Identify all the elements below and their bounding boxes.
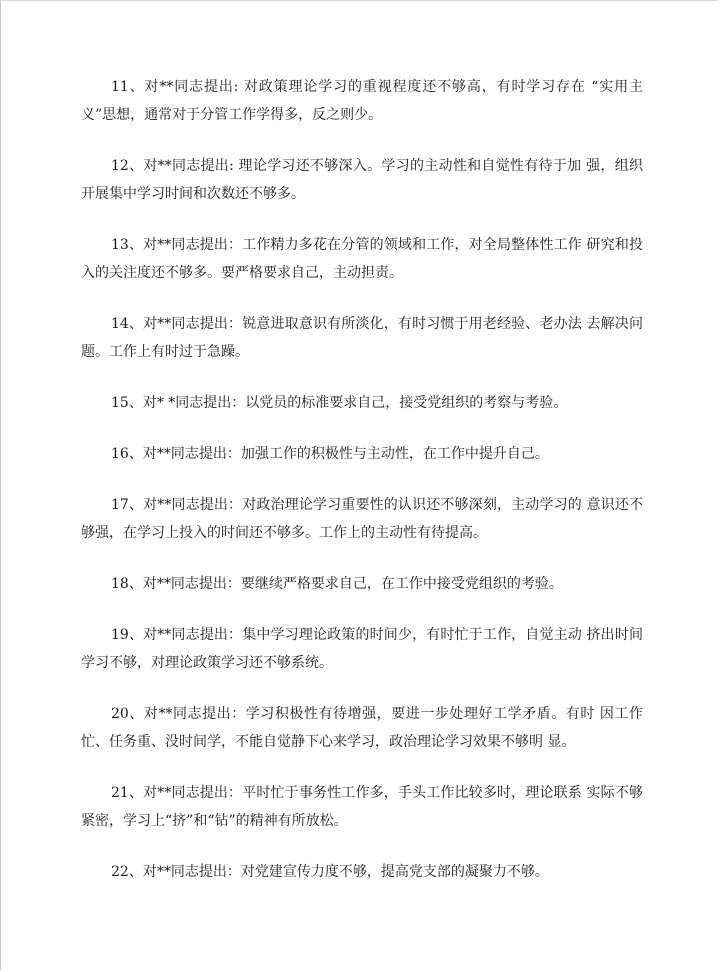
- paragraph-item-21: 21、对**同志提出：平时忙于事务性工作多，手头工作比较多时，理论联系 实际不够紧密，学习上“挤”和“钻”的精神有所放松。: [81, 785, 643, 829]
- document-body: [81, 73, 643, 909]
- paragraph-item-15: 15、对* *同志提出：以党员的标准要求自己，接受党组织的考察与考验。: [111, 395, 568, 411]
- paragraph-item-11: 11、对**同志提出: 对政策理论学习的重视程度还不够高，有时学习存在 “实用主义”思想，通常对于分管工作学得多，反之则少。: [81, 79, 643, 123]
- paragraph-item-12: 12、对**同志提出: 理论学习还不够深入。学习的主动性和自觉性有待于加 强，组织开展集中学习时间和次数还不够多。: [81, 158, 643, 202]
- paragraph-item-19: 19、对**同志提出：集中学习理论政策的时间少，有时忙于工作，自觉主动 挤出时间学习不够，对理论政策学习还不够系统。: [81, 627, 643, 671]
- paragraph-item-17: 17、对**同志提出：对政治理论学习重要性的认识还不够深刻，主动学习的 意识还不够强，在学习上投入的时间还不够多。工作上的主动性有待提高。: [81, 497, 643, 541]
- paragraph-item-22: 22、对**同志提出：对党建宣传力度不够，提高党支部的凝聚力不够。: [111, 864, 549, 880]
- paragraph-item-20: 20、对**同志提出：学习积极性有待增强，要进一步处理好工学矛盾。有时 因工作忙、任务重、没时间学，不能自觉静下心来学习，政治理论学习效果不够明 显。: [81, 706, 643, 750]
- paragraph-item-13: 13、对**同志提出：工作精力多花在分管的领域和工作，对全局整体性工作 研究和投入的关注度还不够多。要严格要求自己，主动担责。: [81, 237, 643, 281]
- paragraph-item-16: 16、对**同志提出：加强工作的积极性与主动性，在工作中提升自己。: [111, 446, 549, 462]
- paragraph-item-18: 18、对**同志提出：要继续严格要求自己，在工作中接受党组织的考验。: [111, 576, 563, 592]
- paragraph-item-14: 14、对**同志提出：锐意进取意识有所淡化，有时习惯于用老经验、老办法 去解决问题。工作上有时过于急躁。: [81, 316, 643, 360]
